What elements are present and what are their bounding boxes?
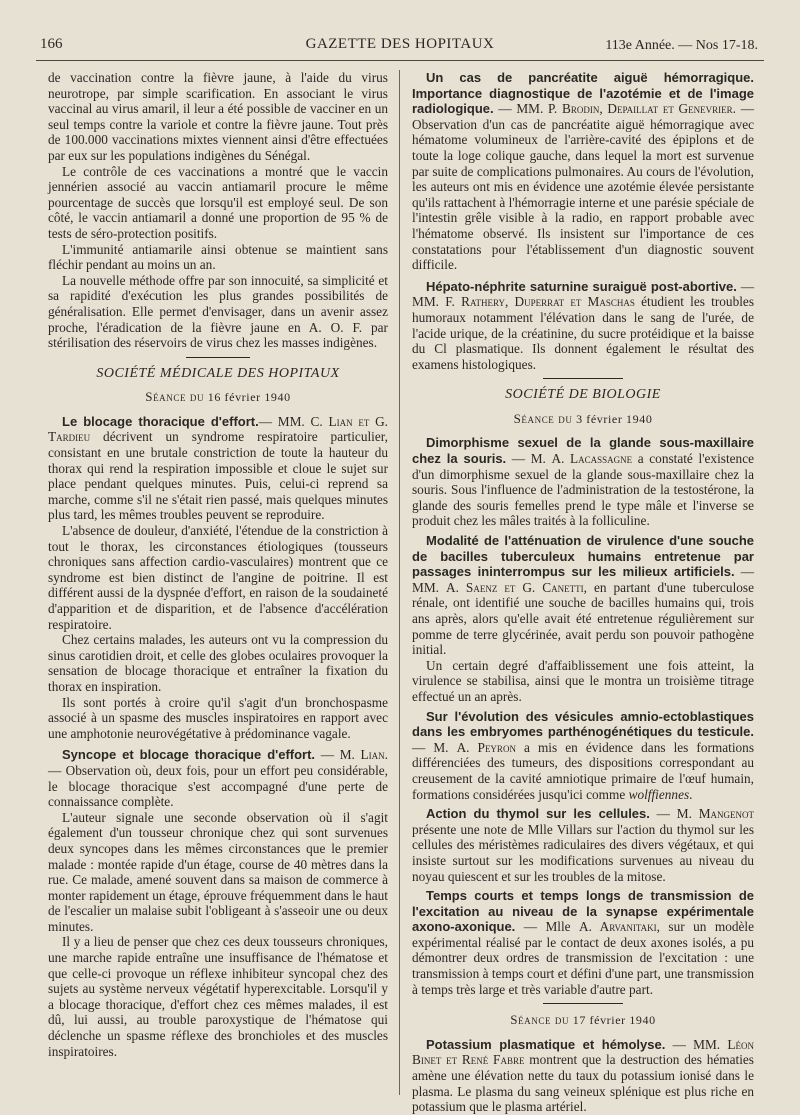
- article-title: Modalité de l'atténuation de virulence d'une souche de bacilles tuberculeux humains entretenue par passages ininterrompus sur les milieux artificiels.: [412, 533, 754, 580]
- article-text: . — Observation où, deux fois, pour un effort peu considérable, le blocage thoracique s'est accompagné d'une perte de connaissance complète.: [48, 747, 388, 810]
- section-title: SOCIÉTÉ MÉDICALE DES HOPITAUX: [96, 365, 340, 381]
- article-authors: P. Brodin, Depaillat et Genevrier: [548, 101, 733, 117]
- article-authors-prefix: — MM.: [665, 1036, 728, 1052]
- article-text: , sur un modèle expérimental réalisé par le contact de deux axones isolés, a pu démontrer deux ordres de transmission de l'excitation : une transmission à temps court et défini d'une part, une transmission à temps très large et très variable d'autre part.: [412, 919, 755, 997]
- article-authors: Léon Binet et René Fabre: [412, 1036, 754, 1068]
- issue-info: 113e Année. — Nos 17-18.: [605, 38, 758, 53]
- session-heading: [48, 389, 388, 406]
- session-prefix: Séance du: [510, 1012, 570, 1028]
- journal-title: GAZETTE DES HOPITAUX: [305, 36, 495, 52]
- article-title: Dimorphisme sexuel de la glande sous-maxillaire chez la souris.: [412, 435, 754, 467]
- paragraph: L'absence de douleur, d'anxiété, l'étendue de la constriction à tout le thorax, les circonstances étiologiques (tousseurs chroniques sans affection cardio-vasculaires) montrent que ce syndrome est bien distinct de l'angine de poitrine. Il est différent aussi de la dyspnée d'effort, en raison de la soudaineté d'apparition et de disparition, et de l'absence d'accélération respiratoire.: [48, 523, 388, 632]
- article-text: , en partant d'une tuberculose rénale, ont identifié une souche de bacilles humains qui, trois ans après, alors qu'elle avait été entretenue régulièrement sur pomme de terre glycérinée, avait perdu son pouvoir pathogène initial.: [412, 579, 754, 658]
- article-authors: Mangenot: [698, 806, 755, 822]
- article-authors: A. Saenz et G. Canetti: [445, 579, 584, 595]
- section-separator: [186, 357, 250, 358]
- column-divider: [399, 70, 400, 1095]
- article-text-end: .: [689, 786, 693, 802]
- article-authors-prefix: — M.: [412, 739, 457, 755]
- article-authors: C. Lian et G. Tardieu: [48, 413, 388, 445]
- article-text: décrivent un syndrome respiratoire particulier, consistant en une brutale constriction de toute la hauteur du thorax qui rend la respiration impossible et cloue le sujet sur place pendant quelques minutes. Puis, celui-ci reprend sa marche, comme s'il ne s'était rien passé, mais quelques minutes plus tard, les mêmes troubles peuvent se reproduire.: [48, 429, 388, 523]
- article: [412, 709, 754, 803]
- article-text: . — Observation d'un cas de pancréatite aiguë hémorragique avec hématome volumineux de l'arrière-cavité des épiplons et de toute la loge colique gauche, dans lequel la mort est survenue par suite de complications pulmonaires. Au cours de l'évolution, les auteurs ont mis en évidence une azotémie élevée persistante qu'ils rattachent à l'hémorragie interne et une parésie spéciale de l'intestin grêle visible à la radio, en rapport probable avec l'hématome observé. Ils insistent sur l'importance de ces constatations pour l'établissement d'un diagnostic souvent difficile.: [412, 101, 754, 273]
- page-header: [36, 32, 764, 61]
- article: [412, 279, 754, 373]
- section-separator: [543, 378, 623, 379]
- paragraph: de vaccination contre la fièvre jaune, à l'aide du virus neurotrope, par simple scarification. En associant le virus vaccinal au virus amaril, il leur a été possible de vacciner en un seul temps contre la variole et contre la fièvre jaune. Tout près de 100.000 vaccinations mixtes viennent ainsi d'être effectuées par eux sur les populations indigènes du Sénégal.: [48, 70, 388, 163]
- article: [412, 435, 754, 529]
- article-authors: A. Lacassagne: [551, 451, 633, 467]
- article-text: étudient les troubles humoraux notamment l'élévation dans le sang de l'urée, de l'acide urique, de la créatinine, du sucre protéidique et la baisse du Cl plasmatique. Ils donnent également le résultat des examens histologiques.: [412, 294, 754, 372]
- article-title: Un cas de pancréatite aiguë hémorragique. Importance diagnostique de l'azotémie et de l'image radiologique.: [412, 70, 754, 117]
- article-authors: A. Arvanitaki: [579, 919, 657, 935]
- article-title: Potassium plasmatique et hémolyse.: [426, 1036, 666, 1052]
- article-authors: F. Rathery, Duperrat et Maschas: [445, 294, 635, 310]
- article-title: Sur l'évolution des vésicules amnio-ectoblastiques dans les embryomes parthénogénétiques du testicule.: [412, 708, 754, 740]
- paragraph: La nouvelle méthode offre par son innocuité, sa simplicité et sa rapidité d'exécution les plus grandes possibilités de généralisation. Elle permet d'envisager, dans un avenir assez proche, l'éradication de la fièvre jaune en A. O. F. par stérilisation des réservoirs de virus chez les masses indigènes.: [48, 272, 388, 351]
- article-authors-prefix: — MM.: [493, 101, 549, 117]
- paragraph: Ils sont portés à croire qu'il s'agit d'un bronchospasme associé à un spasme des muscles inspiratoires en rapport avec une amphotonie neurovégétative à prédominance vagale.: [48, 694, 388, 741]
- paragraph: Il y a lieu de penser que chez ces deux tousseurs chroniques, une marche rapide entraîne une insuffisance de l'hématose et que celle-ci provoque un réflexe inhibiteur syncopal chez des sujets au système nerveux végétatif hyperexcitable. Lorsqu'il y a blocage thoracique, d'effort chez ces mêmes malades, il est dû, lui aussi, au trouble paroxystique de l'hématose qui déclenche un spasme réflexe des bronchioles et des muscles inspiratoires.: [48, 934, 388, 1059]
- session-prefix: Séance du: [513, 410, 573, 426]
- article: [412, 533, 754, 658]
- left-column: [48, 70, 388, 1095]
- right-column: [412, 70, 755, 1115]
- article-authors-prefix: — Mlle: [515, 919, 580, 935]
- article-text: montrent que la destruction des hématies amène une élévation nette du taux du potassium ionisé dans le plasma. Le plasma du sang veineux splénique est plus riche en potassium que le plasma artériel.: [412, 1052, 754, 1115]
- article: [412, 1037, 754, 1115]
- article-authors: Lian: [360, 747, 385, 763]
- article-authors-prefix: — MM.: [258, 413, 311, 429]
- article-text: présente une note de Mlle Villars sur l'action du thymol sur les cellules des méristèmes radiculaires des divers végétaux, et qui insiste surtout sur les modifications survenues au niveau du noyau quiescent et sur les troubles de la mitose.: [412, 821, 754, 884]
- article: [412, 806, 754, 884]
- article-authors-prefix: — MM.: [412, 278, 755, 310]
- article-title: Syncope et blocage thoracique d'effort.: [62, 747, 316, 763]
- session-heading: [412, 1012, 754, 1029]
- session-prefix: Séance du: [145, 389, 205, 405]
- article-authors-prefix: — M.: [649, 806, 699, 822]
- section-separator: [543, 1003, 623, 1004]
- article-title: Action du thymol sur les cellules.: [426, 806, 650, 822]
- session-date: 3 février 1940: [576, 411, 653, 426]
- paragraph: Un certain degré d'affaiblissement une fois atteint, la virulence se stabilisa, ainsi que le montra un troisième titrage effectué un an après.: [412, 657, 754, 704]
- article-title: Temps courts et temps longs de transmission de l'excitation au niveau de la synapse expérimentale axono-axonique.: [412, 888, 754, 935]
- article: [412, 888, 754, 997]
- session-date: 17 février 1940: [572, 1013, 656, 1028]
- article-text: a mis en évidence dans les formations différenciées des tumeurs, des dispositions correspondant au creusement de la cavité amniotique primaire de l'œuf humain, formations considérées jusqu'ici comme: [412, 739, 755, 802]
- paragraph: Chez certains malades, les auteurs ont vu la compression du sinus carotidien droit, et celle des globes oculaires provoquer la sensation de blocage thoracique et entraîner la fixation du thorax en inspiration.: [48, 632, 388, 694]
- italic-term: wolffiennes: [628, 786, 690, 802]
- article: [412, 70, 754, 273]
- article-title: Hépato-néphrite saturnine suraiguë post-abortive.: [426, 278, 737, 294]
- article-title: Le blocage thoracique d'effort.: [62, 413, 259, 429]
- section-title: SOCIÉTÉ DE BIOLOGIE: [505, 387, 661, 403]
- session-date: 16 février 1940: [207, 390, 291, 405]
- article-text: a constaté l'existence d'un dimorphisme sexuel de la glande sous-maxillaire chez la souris. Sous l'influence de l'administration de la testostérone, la glande des souris femelles prend le type mâle et l'inverse se produit chez les mâles traités à la folliculine.: [412, 451, 755, 529]
- paragraph: L'auteur signale une seconde observation où il s'agit également d'un tousseur chronique chez qui sont survenues deux syncopes dans les mêmes circonstances que le premier malade : montée rapide d'un étage, course de 40 mètres dans la rue. Ce malade, amené souvent dans sa maison de commerce à monter rapidement un étage, éprouve fréquemment dans le haut de l'escalier un malaise subit l'obligeant à s'asseoir une ou deux minutes.: [48, 809, 388, 934]
- article-authors-prefix: — M.: [315, 747, 361, 763]
- article-authors-prefix: — M.: [506, 451, 552, 467]
- article: [48, 414, 388, 523]
- session-heading: [412, 411, 754, 428]
- paragraph: L'immunité antiamarile ainsi obtenue se maintient sans fléchir pendant au moins un an.: [48, 241, 388, 273]
- article-authors-prefix: — MM.: [412, 564, 754, 595]
- page-number: 166: [40, 36, 63, 52]
- paragraph: Le contrôle de ces vaccinations a montré que le vaccin jennérien associé au vaccin antiamaril procure le même pourcentage de succès que lorsqu'il est employé seul. De son côté, le vaccin antiamaril a donné une proportion de 95 % de tests de séro-protection positifs.: [48, 163, 388, 241]
- article-authors: A. Peyron: [456, 739, 516, 755]
- article: [48, 747, 388, 809]
